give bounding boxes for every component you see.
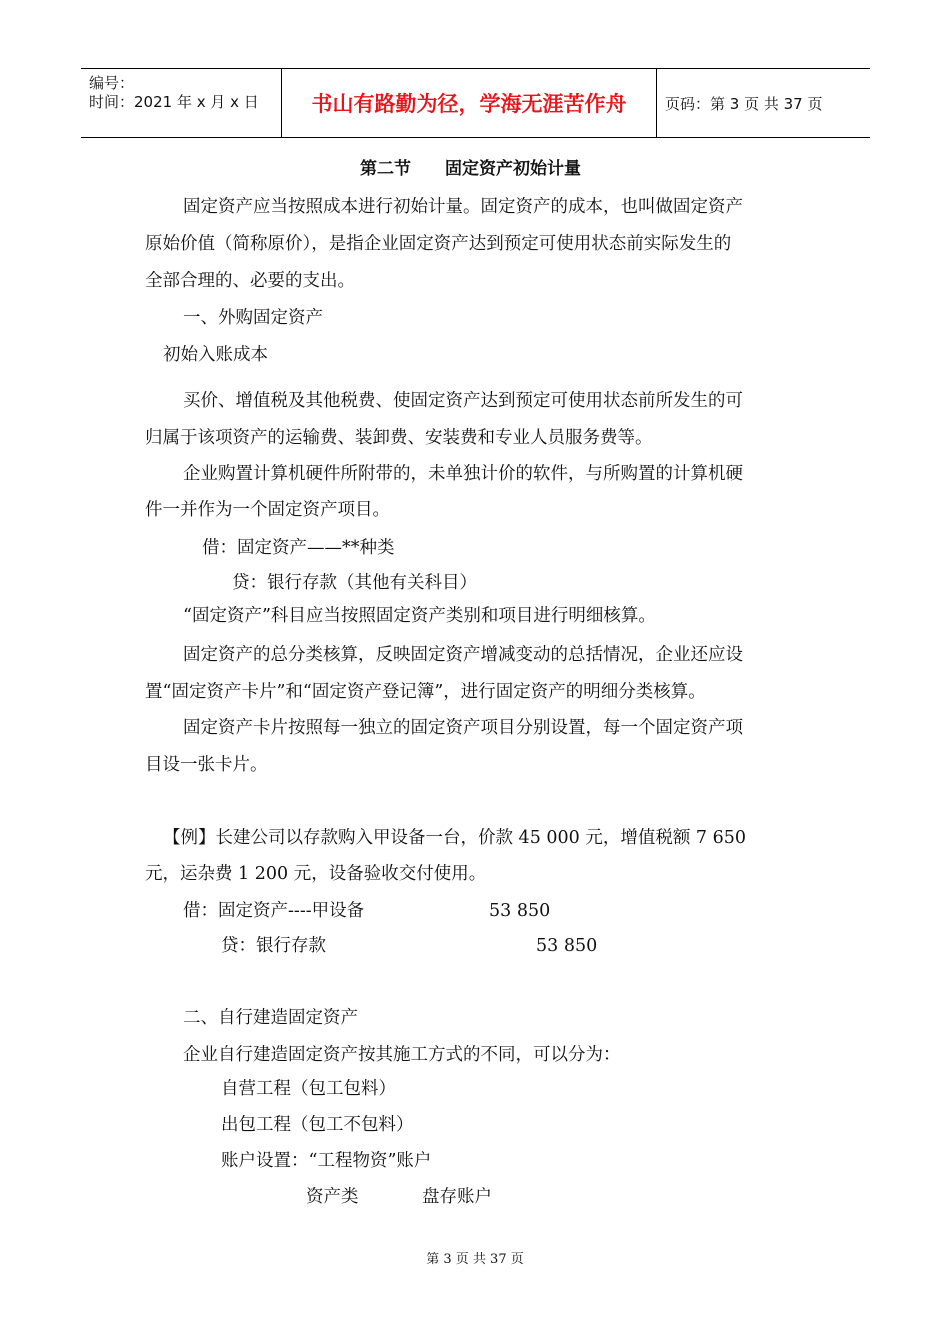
list-item: 账户设置：“工程物资”账户 <box>221 1151 432 1171</box>
paragraph-line: 目设一张卡片。 <box>145 755 268 775</box>
page-header <box>81 68 870 138</box>
paragraph-line: 件一并作为一个固定资产项目。 <box>145 500 390 520</box>
paragraph-line: 置“固定资产卡片”和“固定资产登记簿”，进行固定资产的明细分类核算。 <box>145 682 706 702</box>
paragraph-line: 全部合理的、必要的支出。 <box>145 271 355 291</box>
subheading: 初始入账成本 <box>163 345 268 365</box>
paragraph-line: 原始价值（简称原价），是指企业固定资产达到预定可使用状态前实际发生的 <box>145 234 732 254</box>
example-line: 元，运杂费 1 200 元，设备验收交付使用。 <box>145 864 487 884</box>
account-category: 资产类 <box>306 1187 359 1207</box>
paragraph-line: 企业自行建造固定资产按其施工方式的不同，可以分为： <box>183 1045 621 1065</box>
paragraph-line: 企业购置计算机硬件所附带的，未单独计价的软件，与所购置的计算机硬 <box>183 464 743 484</box>
journal-amount: 53 850 <box>489 901 551 921</box>
header-motto: 书山有路勤为径，学海无涯苦作舟 <box>282 69 657 137</box>
paragraph-line: 固定资产应当按照成本进行初始计量。固定资产的成本，也叫做固定资产 <box>183 197 743 217</box>
journal-credit: 贷：银行存款（其他有关科目） <box>232 573 477 593</box>
journal-credit: 贷：银行存款 <box>221 936 326 956</box>
journal-debit: 借：固定资产——**种类 <box>202 538 395 558</box>
paragraph-line: 买价、增值税及其他税费、使固定资产达到预定可使用状态前所发生的可 <box>183 391 743 411</box>
page-footer: 第 3 页 共 37 页 <box>426 1252 524 1267</box>
paragraph-line: 固定资产卡片按照每一独立的固定资产项目分别设置，每一个固定资产项 <box>183 718 743 738</box>
journal-debit: 借：固定资产----甲设备 <box>183 901 365 921</box>
header-meta <box>81 69 282 137</box>
account-type: 盘存账户 <box>422 1187 492 1207</box>
list-item: 出包工程（包工不包料） <box>221 1115 414 1135</box>
example-line: 【例】长建公司以存款购入甲设备一台，价款 45 000 元，增值税额 7 650 <box>163 828 747 848</box>
header-number: 编号： <box>89 74 135 92</box>
subheading: 一、外购固定资产 <box>183 308 323 328</box>
list-item: 自营工程（包工包料） <box>221 1079 396 1099</box>
paragraph-line: 归属于该项资产的运输费、装卸费、安装费和专业人员服务费等。 <box>145 428 653 448</box>
subheading: 二、自行建造固定资产 <box>183 1008 358 1028</box>
paragraph-line: 固定资产的总分类核算，反映固定资产增减变动的总括情况，企业还应设 <box>183 645 743 665</box>
section-title: 第二节 固定资产初始计量 <box>360 159 581 179</box>
header-date: 时间：2021 年 x 月 x 日 <box>89 93 259 111</box>
header-page-info: 页码：第 3 页 共 37 页 <box>665 94 823 113</box>
paragraph-line: “固定资产”科目应当按照固定资产类别和项目进行明细核算。 <box>183 606 656 626</box>
journal-amount: 53 850 <box>536 936 598 956</box>
